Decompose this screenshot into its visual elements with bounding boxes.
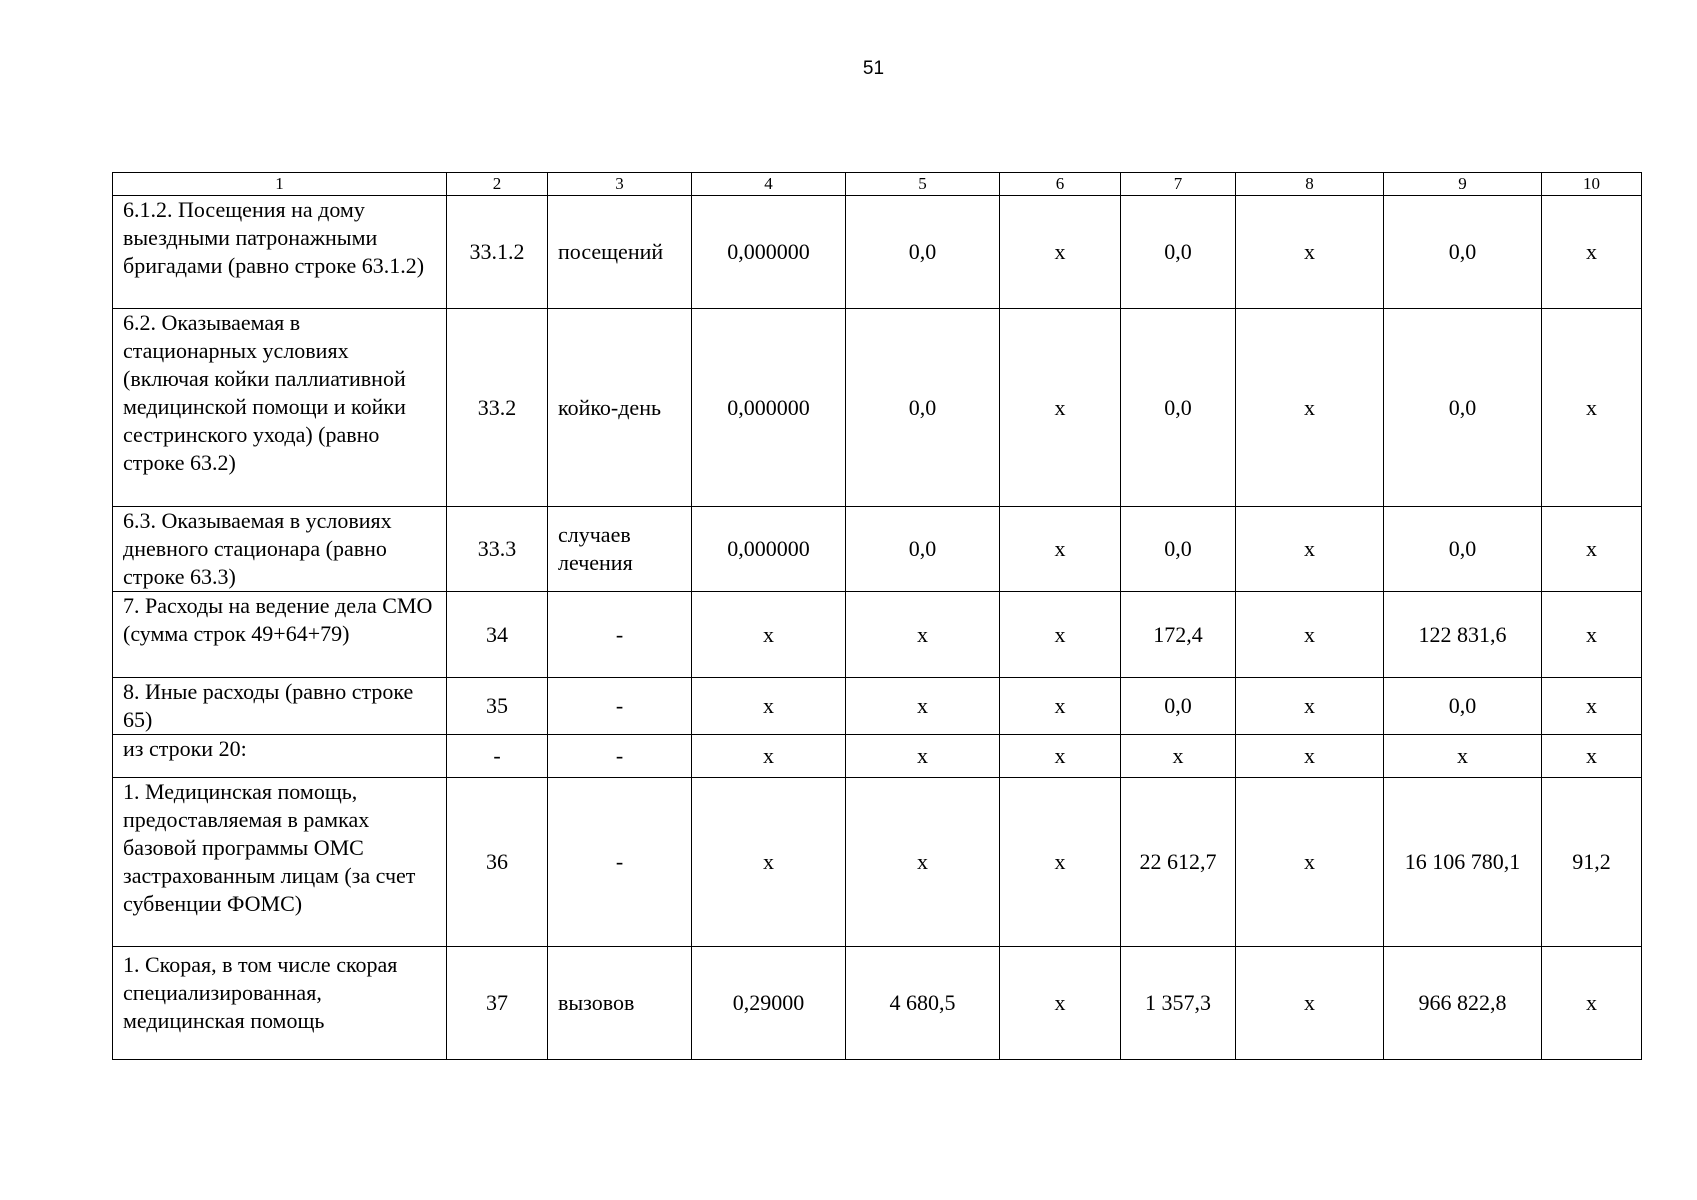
unit-cell: случаев лечения bbox=[548, 507, 692, 592]
line-code: 33.3 bbox=[447, 507, 548, 592]
table-row bbox=[113, 507, 1642, 592]
cell-col6: х bbox=[1000, 947, 1121, 1060]
column-number: 1 bbox=[113, 173, 447, 196]
cell-col4: 0,000000 bbox=[692, 507, 846, 592]
column-number: 4 bbox=[692, 173, 846, 196]
row-label: 8. Иные расходы (равно строке 65) bbox=[113, 678, 447, 735]
cell-col6: х bbox=[1000, 735, 1121, 778]
line-code: 34 bbox=[447, 592, 548, 678]
cell-col7: 0,0 bbox=[1121, 678, 1236, 735]
column-number: 7 bbox=[1121, 173, 1236, 196]
column-number: 2 bbox=[447, 173, 548, 196]
cell-col6: х bbox=[1000, 678, 1121, 735]
cell-col10: х bbox=[1542, 678, 1642, 735]
table-row bbox=[113, 678, 1642, 735]
cell-col9: 0,0 bbox=[1384, 309, 1542, 507]
cell-col9: 16 106 780,1 bbox=[1384, 778, 1542, 947]
table-row bbox=[113, 309, 1642, 507]
line-code: 37 bbox=[447, 947, 548, 1060]
cell-col8: х bbox=[1236, 735, 1384, 778]
cell-col7: 0,0 bbox=[1121, 507, 1236, 592]
column-number: 3 bbox=[548, 173, 692, 196]
cell-col8: х bbox=[1236, 778, 1384, 947]
unit-cell: посещений bbox=[548, 196, 692, 309]
column-number: 10 bbox=[1542, 173, 1642, 196]
cell-col5: 0,0 bbox=[846, 309, 1000, 507]
cell-col5: х bbox=[846, 678, 1000, 735]
cell-col10: х bbox=[1542, 196, 1642, 309]
cell-col5: 4 680,5 bbox=[846, 947, 1000, 1060]
column-number: 5 bbox=[846, 173, 1000, 196]
cell-col9: 0,0 bbox=[1384, 196, 1542, 309]
table-row bbox=[113, 778, 1642, 947]
line-code: 36 bbox=[447, 778, 548, 947]
table-row bbox=[113, 735, 1642, 778]
cell-col5: 0,0 bbox=[846, 196, 1000, 309]
cell-col6: х bbox=[1000, 507, 1121, 592]
cell-col7: 22 612,7 bbox=[1121, 778, 1236, 947]
cell-col6: х bbox=[1000, 309, 1121, 507]
cell-col10: х bbox=[1542, 309, 1642, 507]
unit-cell: - bbox=[548, 778, 692, 947]
cell-col8: х bbox=[1236, 309, 1384, 507]
cell-col4: х bbox=[692, 735, 846, 778]
column-number-row bbox=[113, 173, 1642, 196]
cell-col4: х bbox=[692, 778, 846, 947]
unit-cell: вызовов bbox=[548, 947, 692, 1060]
cell-col10: х bbox=[1542, 947, 1642, 1060]
unit-cell: койко-день bbox=[548, 309, 692, 507]
row-label: 6.3. Оказываемая в условиях дневного стационара (равно строке 63.3) bbox=[113, 507, 447, 592]
cell-col6: х bbox=[1000, 778, 1121, 947]
line-code: 35 bbox=[447, 678, 548, 735]
cell-col4: 0,29000 bbox=[692, 947, 846, 1060]
table-row bbox=[113, 947, 1642, 1060]
column-number: 8 bbox=[1236, 173, 1384, 196]
cell-col5: х bbox=[846, 778, 1000, 947]
cell-col5: х bbox=[846, 735, 1000, 778]
cell-col4: х bbox=[692, 592, 846, 678]
unit-cell: - bbox=[548, 592, 692, 678]
cell-col7: х bbox=[1121, 735, 1236, 778]
cell-col10: х bbox=[1542, 592, 1642, 678]
row-label: 1. Скорая, в том числе скорая специализированная, медицинская помощь bbox=[113, 947, 447, 1060]
cell-col7: 0,0 bbox=[1121, 196, 1236, 309]
row-label: 1. Медицинская помощь, предоставляемая в рамках базовой программы ОМС застрахованным лицам (за счет субвенции ФОМС) bbox=[113, 778, 447, 947]
cell-col8: х bbox=[1236, 592, 1384, 678]
cell-col5: х bbox=[846, 592, 1000, 678]
cell-col9: 0,0 bbox=[1384, 507, 1542, 592]
cell-col9: х bbox=[1384, 735, 1542, 778]
line-code: 33.1.2 bbox=[447, 196, 548, 309]
cell-col10: 91,2 bbox=[1542, 778, 1642, 947]
column-number: 6 bbox=[1000, 173, 1121, 196]
cell-col6: х bbox=[1000, 592, 1121, 678]
cell-col7: 172,4 bbox=[1121, 592, 1236, 678]
cell-col10: х bbox=[1542, 507, 1642, 592]
cell-col7: 0,0 bbox=[1121, 309, 1236, 507]
cell-col10: х bbox=[1542, 735, 1642, 778]
line-code: - bbox=[447, 735, 548, 778]
table-row bbox=[113, 196, 1642, 309]
page-number: 51 bbox=[862, 58, 885, 79]
cell-col4: 0,000000 bbox=[692, 309, 846, 507]
unit-cell: - bbox=[548, 678, 692, 735]
cell-col9: 966 822,8 bbox=[1384, 947, 1542, 1060]
row-label: 6.2. Оказываемая в стационарных условиях (включая койки паллиативной медицинской помощи и койки сестринского ухода) (равно строке 63.2) bbox=[113, 309, 447, 507]
row-label: из строки 20: bbox=[113, 735, 447, 778]
row-label: 6.1.2. Посещения на дому выездными патронажными бригадами (равно строке 63.1.2) bbox=[113, 196, 447, 309]
financial-table bbox=[112, 172, 1642, 1060]
cell-col4: 0,000000 bbox=[692, 196, 846, 309]
cell-col9: 122 831,6 bbox=[1384, 592, 1542, 678]
table-row bbox=[113, 592, 1642, 678]
cell-col8: х bbox=[1236, 507, 1384, 592]
cell-col8: х bbox=[1236, 678, 1384, 735]
unit-cell: - bbox=[548, 735, 692, 778]
cell-col5: 0,0 bbox=[846, 507, 1000, 592]
column-number: 9 bbox=[1384, 173, 1542, 196]
cell-col4: х bbox=[692, 678, 846, 735]
cell-col7: 1 357,3 bbox=[1121, 947, 1236, 1060]
line-code: 33.2 bbox=[447, 309, 548, 507]
cell-col8: х bbox=[1236, 947, 1384, 1060]
cell-col8: х bbox=[1236, 196, 1384, 309]
row-label: 7. Расходы на ведение дела СМО (сумма строк 49+64+79) bbox=[113, 592, 447, 678]
cell-col9: 0,0 bbox=[1384, 678, 1542, 735]
cell-col6: х bbox=[1000, 196, 1121, 309]
